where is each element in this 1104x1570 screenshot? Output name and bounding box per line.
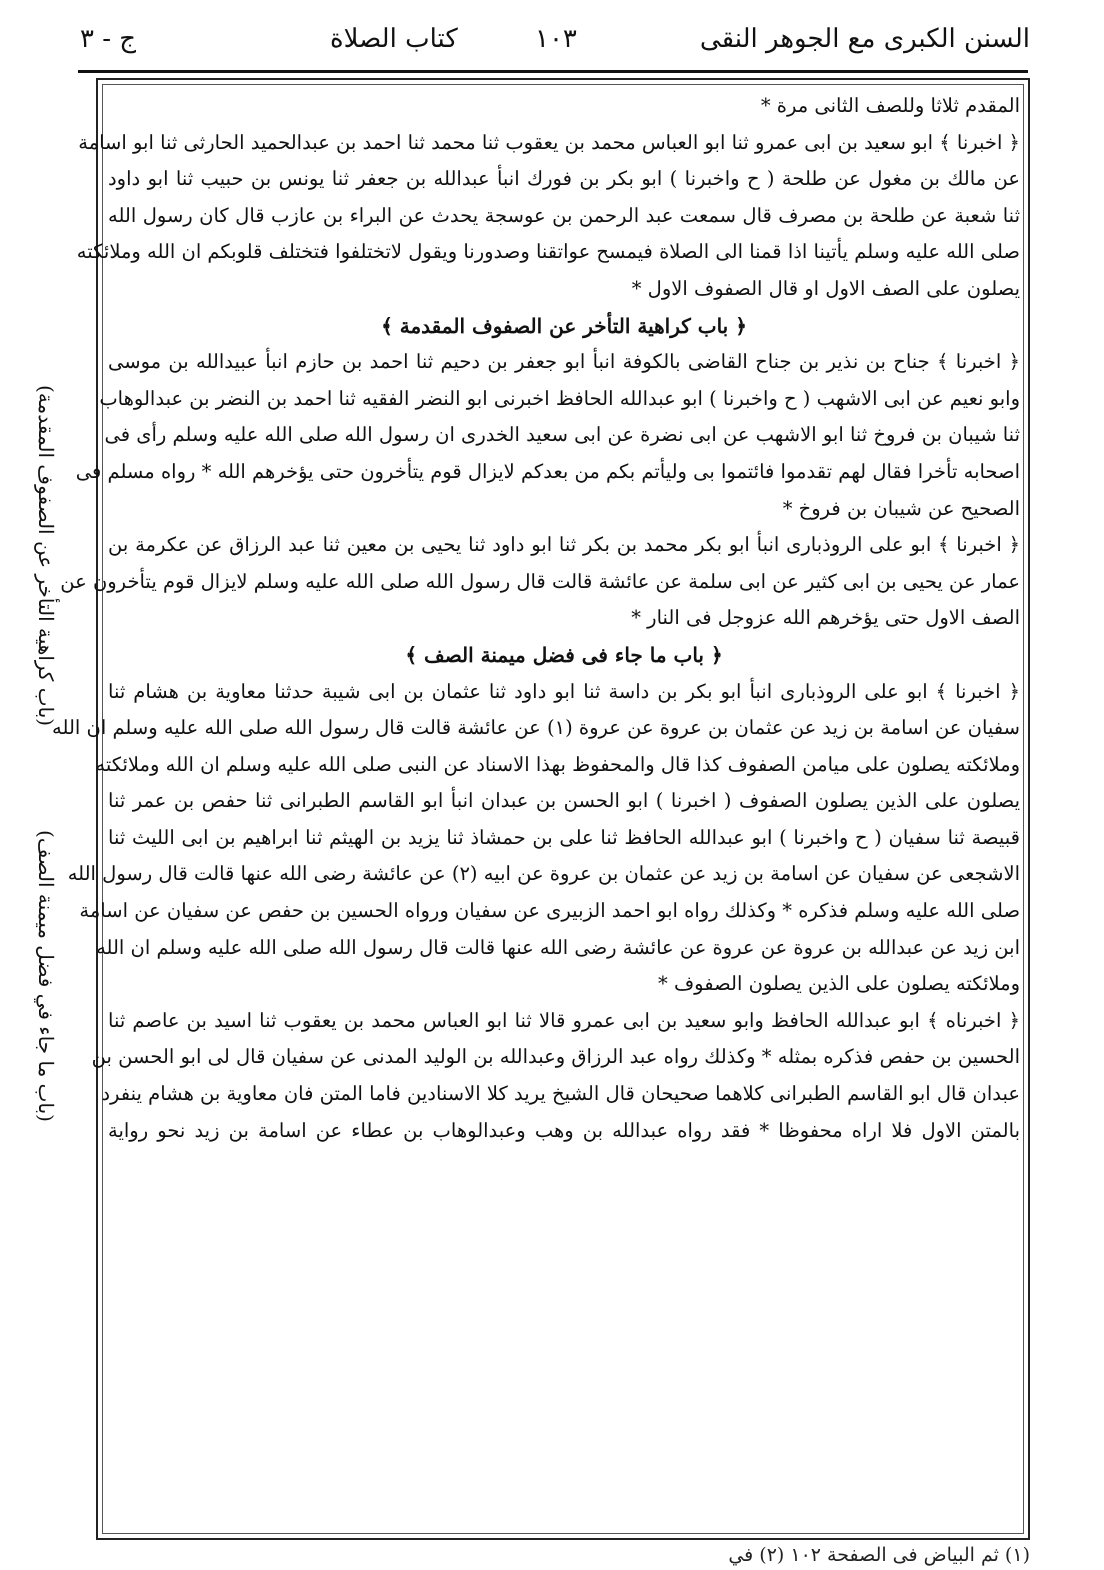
text-line: الاشجعى عن سفيان عن اسامة بن زيد عن عثمان بن عروة عن ابيه (٢) عن عائشة رضى الله عنها قالت قال رسول الله: [67, 862, 1020, 886]
volume-number: ج - ٣: [80, 24, 137, 54]
margin-note-2: (باب ما جاء في فضل ميمنة الصف): [34, 830, 58, 1122]
text-line: الصف الاول حتى يؤخرهم الله عزوجل فى النار *: [631, 606, 1020, 630]
text-line: المقدم ثلاثا وللصف الثانى مرة *: [760, 94, 1020, 117]
text-line: وملائكته يصلون على الذين يصلون الصفوف *: [658, 972, 1020, 996]
text-line: صلى الله عليه وسلم يأتينا اذا قمنا الى الصلاة فيمسح عواتقنا وصدورنا ويقول لاتختلفوا فتختلف قلوبكم ان الله وملائكته: [76, 240, 1020, 264]
text-line: عبدان قال ابو القاسم الطبرانى كلاهما صحيحان قال الشيخ يريد كلا الاسنادين فاما المتن فان معاوية بن هشام ينفرد: [101, 1082, 1020, 1106]
running-header: [80, 18, 1030, 68]
text-line: اصحابه تأخرا فقال لهم تقدموا فائتموا بى وليأتم بكم من بعدكم لايزال قوم يتأخرون حتى يؤخرهم الله * رواه مسلم فى: [75, 459, 1020, 483]
text-line: وابو نعيم عن ابى الاشهب ( ح واخبرنا ) ابو عبدالله الحافظ اخبرنى ابو النضر الفقيه ثنا احمد بن النضر بن عبدالوهاب: [99, 386, 1020, 410]
margin-note-1: (باب كراهية التأخر عن الصفوف المقدمة): [34, 385, 58, 727]
text-line: الصحيح عن شيبان بن فروخ *: [782, 496, 1020, 520]
text-line: يصلون على الذين يصلون الصفوف ( اخبرنا ) ابو الحسن بن عبدان انبأ ابو القاسم الطبرانى ثنا حفص بن عمر ثنا: [108, 789, 1020, 813]
chapter-heading: ﴿ باب كراهية التأخر عن الصفوف المقدمة ﴾: [381, 313, 747, 338]
text-line: وملائكته يصلون على ميامن الصفوف كذا قال والمحفوظ بهذا الاسناد عن النبى صلى الله عليه وسلم ان الله وملائكته: [95, 752, 1020, 776]
main-text: [52, 88, 1020, 1528]
book-title: كتاب الصلاة: [330, 24, 458, 54]
text-line: ابن زيد عن عبدالله بن عروة عن عروة عن عائشة رضى الله عنها قالت قال رسول الله صلى الله عليه وسلم ان الله: [96, 935, 1020, 959]
text-line: ﴿ اخبرناه ﴾ ابو عبدالله الحافظ وابو سعيد بن ابى عمرو قالا ثنا ابو العباس محمد بن يعقوب ثنا اسيد بن عاصم ثنا: [108, 1008, 1020, 1032]
text-line: قبيصة ثنا سفيان ( ح واخبرنا ) ابو عبدالله الحافظ ثنا على بن حمشاذ ثنا يزيد بن الهيثم ثنا ابراهيم بن ابى الليث ثنا: [108, 825, 1020, 849]
page-number: ١٠٣: [535, 24, 577, 54]
text-line: ثنا شعبة عن طلحة بن مصرف قال سمعت عبد الرحمن بن عوسجة يحدث عن البراء بن عازب قال كان رسول الله: [108, 203, 1020, 227]
text-line: ثنا شيبان بن فروخ ثنا ابو الاشهب عن ابى نضرة عن ابى سعيد الخدرى ان رسول الله صلى الله عليه وسلم رأى فى: [104, 423, 1020, 447]
text-line: صلى الله عليه وسلم فذكره * وكذلك رواه ابو احمد الزبيرى عن سفيان ورواه الحسين بن حفص عن سفيان عن اسامة: [79, 899, 1020, 923]
text-line: سفيان عن اسامة بن زيد عن عثمان بن عروة عن عروة (١) عن عائشة قالت قال رسول الله صلى الله عليه وسلم ان الله: [52, 716, 1020, 740]
text-line: ﴿ اخبرنا ﴾ جناح بن نذير بن جناح القاضى بالكوفة انبأ ابو جعفر بن دحيم ثنا احمد بن حازم انبأ عبيدالله بن موسى: [108, 350, 1020, 374]
text-line: ﴿ اخبرنا ﴾ ابو سعيد بن ابى عمرو ثنا ابو العباس محمد بن يعقوب ثنا محمد ثنا احمد بن عبدالحميد الحارثى ثنا ابو اسامة: [78, 130, 1020, 154]
text-line: عن مالك بن مغول عن طلحة ( ح واخبرنا ) ابو بكر بن فورك انبأ عبدالله بن جعفر ثنا يونس بن حبيب ثنا ابو داود: [108, 167, 1020, 191]
text-line: الحسين بن حفص فذكره بمثله * وكذلك رواه عبد الرزاق وعبدالله بن الوليد المدنى عن سفيان قال لى ابو الحسن بن: [91, 1045, 1020, 1069]
text-line: بالمتن الاول فلا اراه محفوظا * فقد رواه عبدالله بن وهب وعبدالوهاب بن عطاء عن اسامة بن زيد نحو رواية: [108, 1118, 1020, 1142]
text-line: ﴿ اخبرنا ﴾ ابو على الروذبارى انبأ ابو بكر بن داسة ثنا ابو داود ثنا عثمان بن ابى شيبة حدثنا معاوية بن هشام ثنا: [108, 679, 1020, 703]
footnote: (١) ثم البياض فى الصفحة ١٠٢ (٢) في: [728, 1544, 1030, 1566]
chapter-heading: ﴿ باب ما جاء فى فضل ميمنة الصف ﴾: [405, 642, 723, 667]
header-rule: [78, 70, 1028, 73]
text-line: عمار عن يحيى بن ابى كثير عن ابى سلمة عن عائشة قالت قال رسول الله صلى الله عليه وسلم لايزال قوم يتأخرون عن: [60, 569, 1020, 593]
text-line: يصلون على الصف الاول او قال الصفوف الاول *: [631, 276, 1020, 300]
text-line: ﴿ اخبرنا ﴾ ابو على الروذبارى انبأ ابو بكر محمد بن بكر ثنا ابو داود ثنا يحيى بن معين ثنا عبد الرزاق عن عكرمة بن: [108, 533, 1020, 557]
running-title: السنن الكبرى مع الجوهر النقى: [699, 24, 1030, 54]
